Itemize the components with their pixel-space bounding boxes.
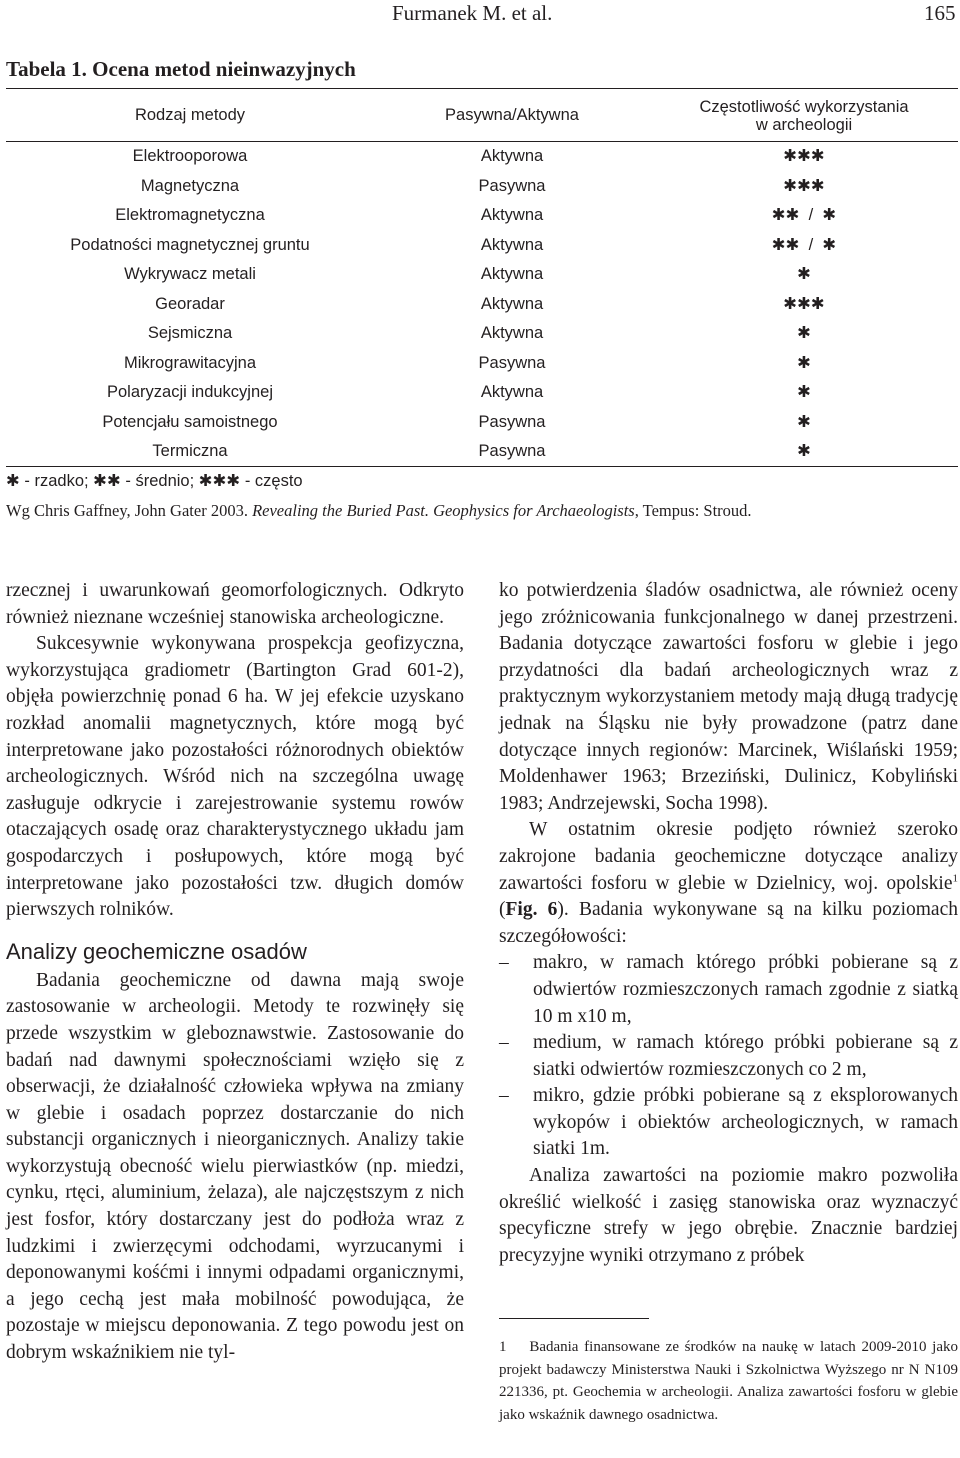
method-cell: Elektromagnetyczna <box>115 206 265 224</box>
table-header-row <box>6 88 958 142</box>
running-header-authors: Furmanek M. et al. <box>392 1 553 25</box>
method-cell: Potencjału samoistnego <box>102 412 278 431</box>
method-cell: Sejsmiczna <box>147 324 233 342</box>
source-book-title: Revealing the Buried Past. Geophysics for Archaeologists <box>252 501 635 520</box>
method-cell: Termiczna <box>152 442 228 460</box>
frequency-cell: ✱ <box>797 412 811 431</box>
table-source <box>6 500 752 522</box>
column-header-frequency <box>650 88 958 142</box>
paragraph: Badania geochemiczne od dawna mają swoje zastosowanie w archeologii. Metody te rozwinęły się przede wszystkim w gleboznawstwie. Zastosowanie do badań nad dawnymi społecznościami wzięło się z obserwacji, że działalność człowieka wpływa na zmiany w glebie i osadach poprzez dostarczanie do nich substancji organicznych i nieorganicznych. Analizy takie wykorzystują obecność wielu pierwiastków (np. miedzi, cynku, rtęci, aluminium, żelaza), ale najczęstszym z nich jest fosfor, który dostarczany jest do podłoża wraz z ludzkimi i zwierzęcymi odchodami, wyrzucanymi i deponowanymi kośćmi i innymi odpadami organicznymi, a jego cechą jest mała mobilność powodująca, że pozostaje w miejscu deponowania. Z tego powodu jest on dobrym wskaźnikiem nie tyl- <box>6 969 464 1364</box>
table-row <box>6 437 958 467</box>
type-cell: Aktywna <box>480 294 544 313</box>
table-bottom-rule <box>6 466 958 467</box>
column-header-frequency-line1: Częstotliwość wykorzystania <box>699 98 909 116</box>
page-number: 165 <box>924 1 956 25</box>
frequency-cell: ✱ <box>797 353 811 372</box>
list-item: – medium, w ramach którego próbki pobierane są z siatki odwiertów rozmieszczonych co 2 m, <box>499 1032 958 1080</box>
table-title: Tabela 1. Ocena metod nieinwazyjnych <box>6 57 356 81</box>
footnote <box>499 1336 958 1426</box>
table-row <box>6 201 958 231</box>
frequency-cell: ✱✱✱ <box>783 176 825 195</box>
column-header-frequency-line2: w archeologii <box>755 116 853 134</box>
method-cell: Georadar <box>155 294 225 313</box>
table-row <box>6 408 958 438</box>
type-cell: Aktywna <box>480 383 544 401</box>
paragraph: rzecznej i uwarunkowań geomorfologicznych. Odkryto również nieznane wcześniej stanowiska archeologiczne. <box>6 580 464 628</box>
frequency-cell: ✱✱ / ✱ <box>771 235 837 254</box>
method-cell: Wykrywacz metali <box>124 265 256 283</box>
footnote-text: Badania finansowane ze środków na naukę w latach 2009-2010 jako projekt badawczy Ministerstwa Nauki i Szkolnictwa Wyższego nr N N109 221336, pt. Geochemia w archeologii. Analiza zawartości fosforu w glebie jako wskaźnik dawnego osadnictwa. <box>499 1339 958 1423</box>
table-row <box>6 231 958 261</box>
method-cell: Magnetyczna <box>140 176 240 195</box>
list-item: – makro, w ramach którego próbki pobierane są z odwiertów rozmieszczonych ramach zgodnie z siatką 10 m x10 m, <box>499 952 958 1027</box>
column-header-type: Pasywna/Aktywna <box>445 106 579 124</box>
source-authors: Wg Chris Gaffney, John Gater 2003. <box>6 501 253 520</box>
frequency-cell: ✱ <box>797 442 811 460</box>
list-item: – mikro, gdzie próbki pobierane są z eksplorowanych wykopów i obiektów archeologicznych, w ramach siatki 1m. <box>499 1085 958 1160</box>
type-cell: Aktywna <box>480 265 544 283</box>
paragraph: Sukcesywnie wykonywana prospekcja geofizyczna, wykorzystująca gradiometr (Bartington Grad 601-2), objęła powierzchnię ponad 6 ha. W jej efekcie uzyskano rozkład anomalii magnetycznych, które mogą być interpretowane jako pozostałości różnorodnych obiektów archeologicznych. Wśród nich na szczególna uwagę zasługuje odkrycie i zarejestrowanie systemu rowów otaczających osadę oraz charakterystycznego układu jam gospodarczych i posłupowych, które mogą być interpretowane jako pozostałości tzw. długich domów pierwszych rolników. <box>6 633 464 921</box>
column-header-method: Rodzaj metody <box>134 106 246 124</box>
frequency-cell: ✱ <box>797 265 811 283</box>
footnote-reference[interactable]: 1 <box>952 872 958 885</box>
section-heading: Analizy geochemiczne osadów <box>6 938 307 964</box>
footnote-number: 1 <box>499 1339 507 1355</box>
frequency-cell: ✱✱✱ <box>783 147 825 165</box>
table-row <box>6 260 958 290</box>
table-row <box>6 349 958 379</box>
type-cell: Pasywna <box>478 412 546 431</box>
method-cell: Mikrograwitacyjna <box>123 353 257 372</box>
paragraph: W ostatnim okresie podjęto również szeroko zakrojone badania geochemiczne dotyczące analizy zawartości fosforu w glebie w Dzielnicy, woj. opolskie$^1$ (Fig. 6). Badania wykonywane są na kilku poziomach szczegółowości: <box>499 819 958 947</box>
table-legend: ✱ - rzadko; ✱✱ - średnio; ✱✱✱ - często <box>6 472 303 490</box>
right-text-column <box>499 578 958 1269</box>
table-row <box>6 378 958 408</box>
type-cell: Aktywna <box>480 147 544 165</box>
method-cell: Podatności magnetycznej gruntu <box>70 235 310 254</box>
source-publisher: , Tempus: Stroud. <box>634 501 752 520</box>
table-row <box>6 172 958 202</box>
figure-reference[interactable]: Fig. 6 <box>505 899 558 921</box>
type-cell: Aktywna <box>480 324 544 342</box>
frequency-cell: ✱ <box>797 324 811 342</box>
type-cell: Pasywna <box>478 442 546 460</box>
paragraph: Analiza zawartości na poziomie makro pozwoliła określić wielkość i zasięg stanowiska oraz wyznaczyć specyficzne strefy w jego obrębie. Znacznie bardziej precyzyjne wyniki otrzymano z próbek <box>499 1165 958 1266</box>
method-cell: Elektrooporowa <box>132 147 248 165</box>
type-cell: Aktywna <box>480 206 544 224</box>
type-cell: Pasywna <box>478 353 546 372</box>
table-row <box>6 319 958 349</box>
table-row <box>6 142 958 172</box>
footnote-rule <box>499 1318 649 1319</box>
frequency-cell: ✱✱ / ✱ <box>771 206 837 224</box>
frequency-cell: ✱ <box>797 383 811 401</box>
frequency-cell: ✱✱✱ <box>783 294 825 313</box>
paragraph: ko potwierdzenia śladów osadnictwa, ale również oceny jego zróżnicowania funkcjonalnego w danej przestrzeni. Badania dotyczące zawartości fosforu w glebie i jego przydatności dla badań archeologicznych wraz z praktycznym wykorzystaniem metody mają długą tradycję jednak na Śląsku nie były prowadzone (patrz dane dotyczące innych regionów: Marcinek, Wiślański 1959; Moldenhawer 1963; Brzeziński, Dulinicz, Kobyliński 1983; Andrzejewski, Socha 1998). <box>499 580 958 814</box>
type-cell: Aktywna <box>480 235 544 254</box>
left-text-column <box>6 578 464 1367</box>
type-cell: Pasywna <box>478 176 546 195</box>
table-row <box>6 290 958 320</box>
method-cell: Polaryzacji indukcyjnej <box>107 383 273 401</box>
